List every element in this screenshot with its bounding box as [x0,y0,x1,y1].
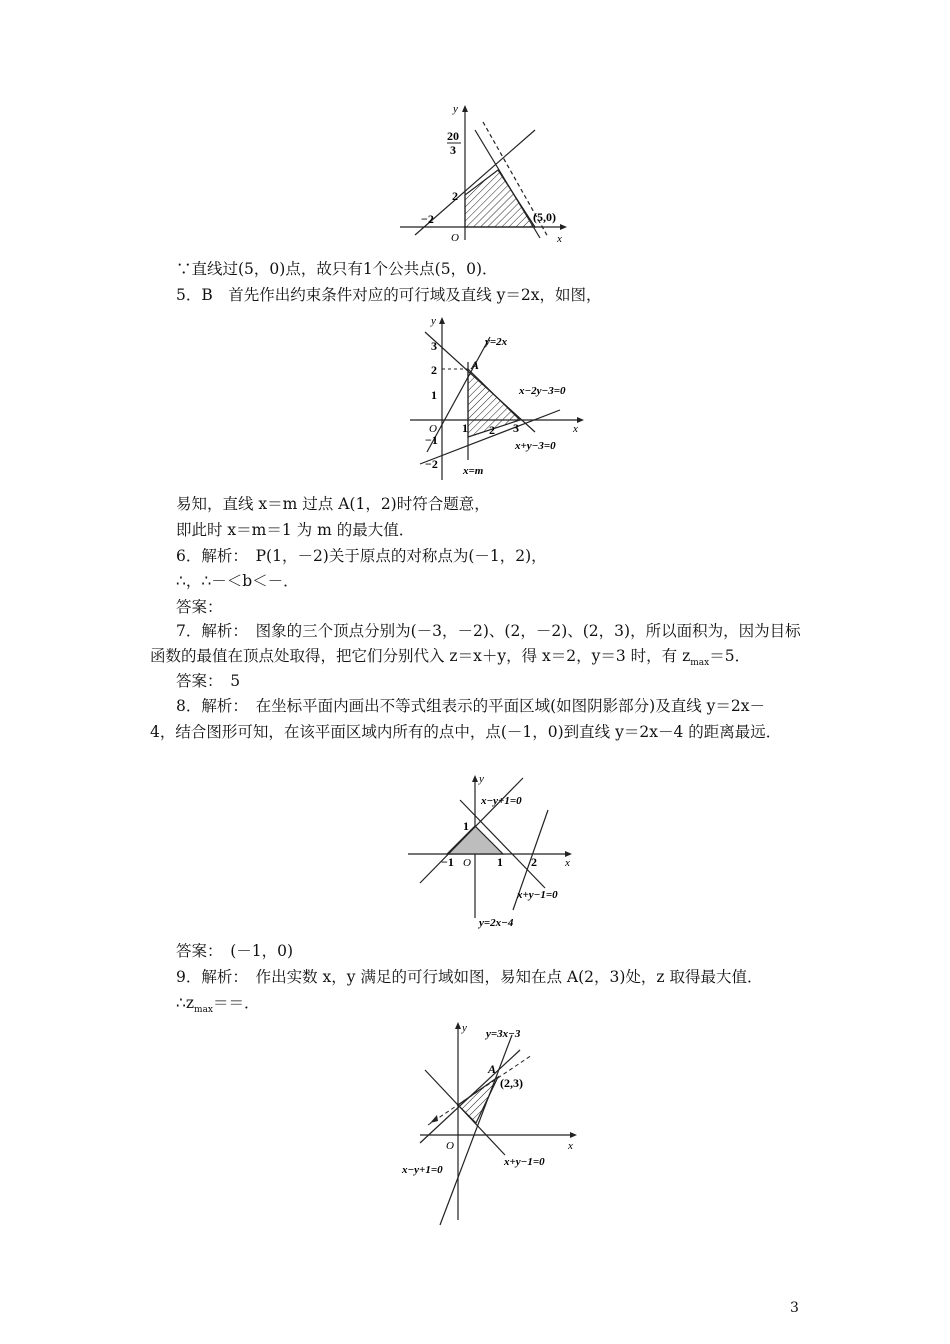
fig3-line-c: y=2x−4 [479,917,514,929]
fig4-point-A: A [488,1062,497,1076]
text-line-9-end: ＝5． [709,647,751,665]
fig2-line-y2x: y=2x [485,336,508,348]
fig2-point-A: A [471,358,480,372]
fig4-origin: O [446,1140,454,1152]
text-line-6: ∴，∴－＜b＜－． [176,572,299,590]
text-line-9-main: 函数的最值在顶点处取得，把它们分别代入 z＝x＋y，得 x＝2，y＝3 时，有 z [150,647,691,665]
text-line-1: ∵直线过(5，0)点，故只有1个公共点(5，0)． [176,260,498,278]
fig4-point-coord: (2,3) [500,1076,523,1090]
fig2-tick-n1y: −1 [425,433,438,447]
figure-2-feasible-region [405,312,595,482]
text-line-15-pre: ∴z [176,994,195,1012]
fig2-x-label: x [573,423,578,435]
text-line-15 [176,992,260,1021]
fig2-tick-3x: 3 [513,421,519,435]
fig4-line-a: y=3x−3 [486,1028,521,1040]
text-line-8: 7．解析： 图象的三个顶点分别为(－3，－2)、(2，－2)、(2，3)，所以面积为，因为目标 [176,622,801,640]
figure-4-feasible-region [400,1015,590,1230]
fig1-tick-neg2: −2 [421,212,434,226]
text-line-3: 易知，直线 x＝m 过点 A(1，2)时符合题意， [176,495,490,513]
text-line-5: 6．解析： P(1，－2)关于原点的对称点为(－1，2)， [176,547,547,565]
text-line-11: 8．解析： 在坐标平面内画出不等式组表示的平面区域(如图阴影部分)及直线 y＝2x－ [176,697,765,715]
text-line-10: 答案： 5 [176,672,241,690]
text-line-2: 5．B 首先作出约束条件对应的可行域及直线 y＝2x，如图， [176,286,602,304]
fig2-tick-2x: 2 [489,423,495,437]
fig1-origin: O [451,232,459,244]
fig3-tick-n1: −1 [441,855,454,869]
fig4-line-c: x+y−1=0 [504,1156,545,1168]
fig1-tick-3: 3 [450,143,456,157]
text-line-12: 4，结合图形可知，在该平面区域内所有的点中，点(－1，0)到直线 y＝2x－4 的距离最远． [150,723,782,741]
fig2-line-c: x=m [463,465,484,477]
fig2-tick-n2y: −2 [425,457,438,471]
text-line-9-sub: max [690,658,710,669]
fig1-point-label: (5,0) [533,210,556,224]
fig3-line-a: x−y+1=0 [481,795,522,807]
fig2-tick-2y: 2 [431,363,437,377]
text-line-14: 9．解析： 作出实数 x，y 满足的可行域如图，易知在点 A(2，3)处，z 取得最大值． [176,968,763,986]
fig3-y-label: y [479,773,484,785]
fig1-x-label: x [557,233,562,245]
text-line-15-sub: max [194,1005,214,1016]
figure-1-feasible-region [395,100,575,245]
text-line-13: 答案： (－1，0) [176,942,294,960]
fig1-y-label: y [453,103,458,115]
fig2-line-b: x+y−3=0 [515,440,556,452]
fig4-x-label: x [568,1140,573,1152]
fig3-x-label: x [565,857,570,869]
fig3-tick-2x: 2 [531,855,537,869]
fig1-tick-2: 2 [452,189,458,203]
fig2-origin: O [429,423,437,435]
page-number: 3 [790,1300,799,1316]
fig3-origin: O [463,857,471,869]
fig2-y-label: y [431,315,436,327]
text-line-15-end: ＝＝． [213,994,260,1012]
text-line-7: 答案： [176,598,223,616]
fig4-y-label: y [462,1022,467,1034]
fig2-tick-1y: 1 [431,388,437,402]
fig3-tick-1y: 1 [463,819,469,833]
fig2-tick-3y: 3 [431,339,437,353]
fig4-line-b: x−y+1=0 [402,1164,443,1176]
fig2-line-a: x−2y−3=0 [519,385,566,397]
fig1-tick-20: 20 [447,129,459,143]
text-line-4: 即此时 x＝m＝1 为 m 的最大值． [176,521,415,539]
figure-3-shaded-region [405,770,580,930]
fig3-tick-1x: 1 [497,855,503,869]
fig2-tick-1x: 1 [462,421,468,435]
fig3-line-b: x+y−1=0 [517,889,558,901]
